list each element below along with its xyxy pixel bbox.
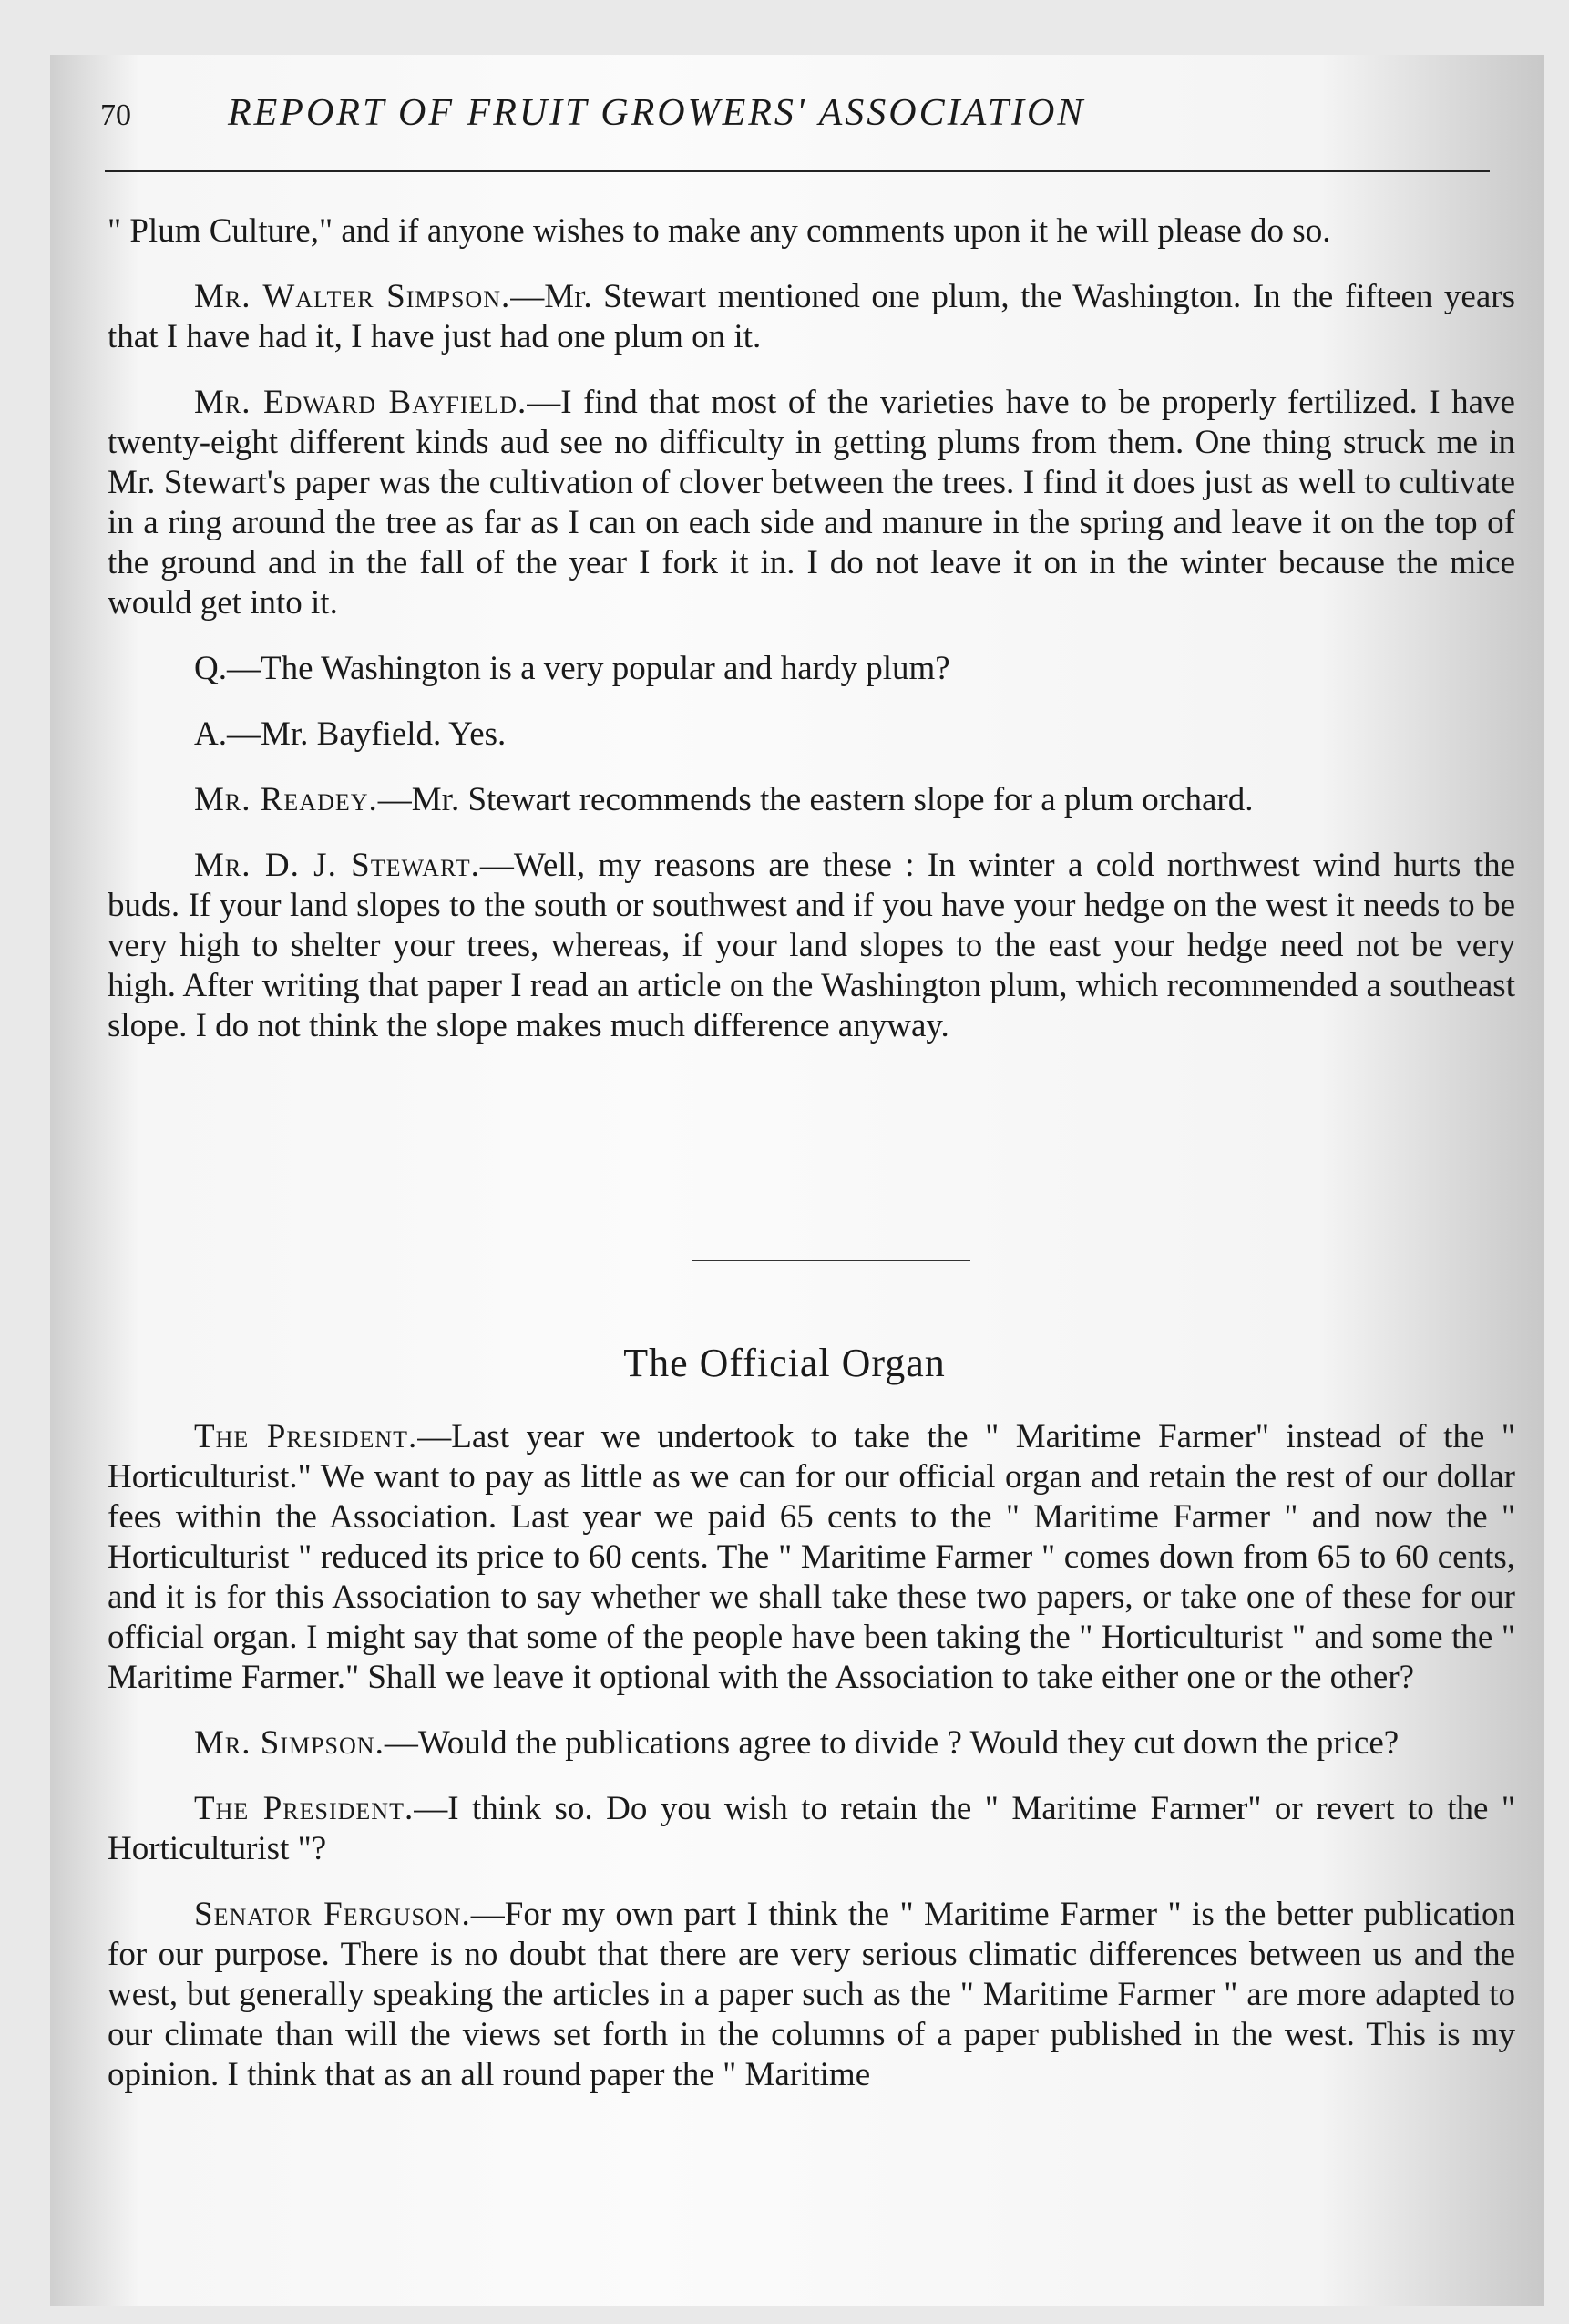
speaker: Mr. Readey. — [194, 781, 378, 818]
paragraph — [108, 649, 1515, 689]
speaker: Senator Ferguson. — [194, 1896, 471, 1933]
paragraph-text: —Mr. Stewart recommends the eastern slope for a plum orchard. — [377, 781, 1254, 818]
paragraph-text: —Mr. Stewart mentioned one plum, the Washington. In the fifteen years that I have had it, I have just had one plum on it. — [108, 278, 1515, 355]
discussion-plum-culture — [108, 211, 1515, 1072]
speaker: Mr. Simpson. — [194, 1724, 385, 1762]
paragraph-text: " Plum Culture," and if anyone wishes to make any comments upon it he will please do so. — [108, 212, 1331, 250]
paragraph-text: —For my own part I think the " Maritime Farmer " is the better publication for our purpose. There is no doubt that there are very serious climatic differences between us and the west, but generally speaking the articles in a paper such as the " Maritime Farmer " are more adapted to our climate than will the views set forth in the columns of a paper published in the west. This is my opinion. I think that as an all round paper the " Maritime — [108, 1896, 1516, 2093]
paragraph — [108, 277, 1515, 357]
paragraph — [108, 383, 1515, 623]
paragraph — [108, 1789, 1515, 1869]
paragraph-text: —I think so. Do you wish to retain the " Maritime Farmer" or revert to the " Horticulturist "? — [108, 1790, 1515, 1867]
speaker: The President. — [194, 1790, 415, 1827]
paragraph-text: Q.—The Washington is a very popular and hardy plum? — [194, 650, 950, 687]
discussion-official-organ — [108, 1417, 1515, 2121]
section-title: The Official Organ — [623, 1341, 946, 1385]
paragraph — [108, 715, 1515, 755]
paragraph — [108, 780, 1515, 820]
page-number: 70 — [100, 98, 131, 132]
paragraph-text: —Well, my reasons are these : In winter a cold northwest wind hurts the buds. If your land slopes to the south or southwest and if you have your hedge on the west it needs to be very high to shelter your trees, whereas, if your land slopes to the east your hedge need not be very high. After writing that paper I read an article on the Washington plum, which recommended a southeast slope. I do not think the slope makes much difference anyway. — [108, 847, 1515, 1044]
speaker: Mr. D. J. Stewart. — [194, 847, 480, 884]
paragraph-text: —Last year we undertook to take the " Maritime Farmer" instead of the " Horticulturist." We want to pay as little as we can for our official organ and retain the rest of our dollar fees within the Association. Last year we paid 65 cents to the " Maritime Farmer " and now the " Horticulturist " reduced its price to 60 cents. The " Maritime Farmer " comes down from 65 to 60 cents, and it is for this Association to say whether we shall take these two papers, or take one of these for our official organ. I might say that some of the people have been taking the " Horticulturist " and some the " Maritime Farmer." Shall we leave it optional with the Association to take either one or the other? — [108, 1418, 1515, 1696]
paragraph-text: —I find that most of the varieties have to be properly fertilized. I have twenty-eight different kinds aud see no difficulty in getting plums from them. One thing struck me in Mr. Stewart's paper was the cultivation of clover between the trees. I find it does just as well to cultivate in a ring around the tree as far as I can on each side and manure in the spring and leave it on the top of the ground and in the fall of the year I fork it in. I do not leave it on in the winter because the mice would get into it. — [108, 384, 1515, 622]
paragraph — [108, 1895, 1515, 2095]
paragraph — [108, 846, 1515, 1046]
speaker: Mr. Walter Simpson. — [194, 278, 511, 315]
paragraph-text: A.—Mr. Bayfield. Yes. — [194, 715, 507, 753]
page-header — [100, 91, 1485, 146]
speaker: The President. — [194, 1418, 418, 1455]
paragraph — [108, 1417, 1515, 1698]
paragraph-text: —Would the publications agree to divide ? Would they cut down the price? — [384, 1724, 1400, 1762]
running-head: REPORT OF FRUIT GROWERS' ASSOCIATION — [228, 92, 1086, 134]
paragraph — [108, 1723, 1515, 1764]
paragraph — [108, 211, 1515, 252]
header-rule — [105, 170, 1490, 172]
speaker: Mr. Edward Bayfield. — [194, 384, 528, 421]
section-separator — [692, 1260, 970, 1261]
